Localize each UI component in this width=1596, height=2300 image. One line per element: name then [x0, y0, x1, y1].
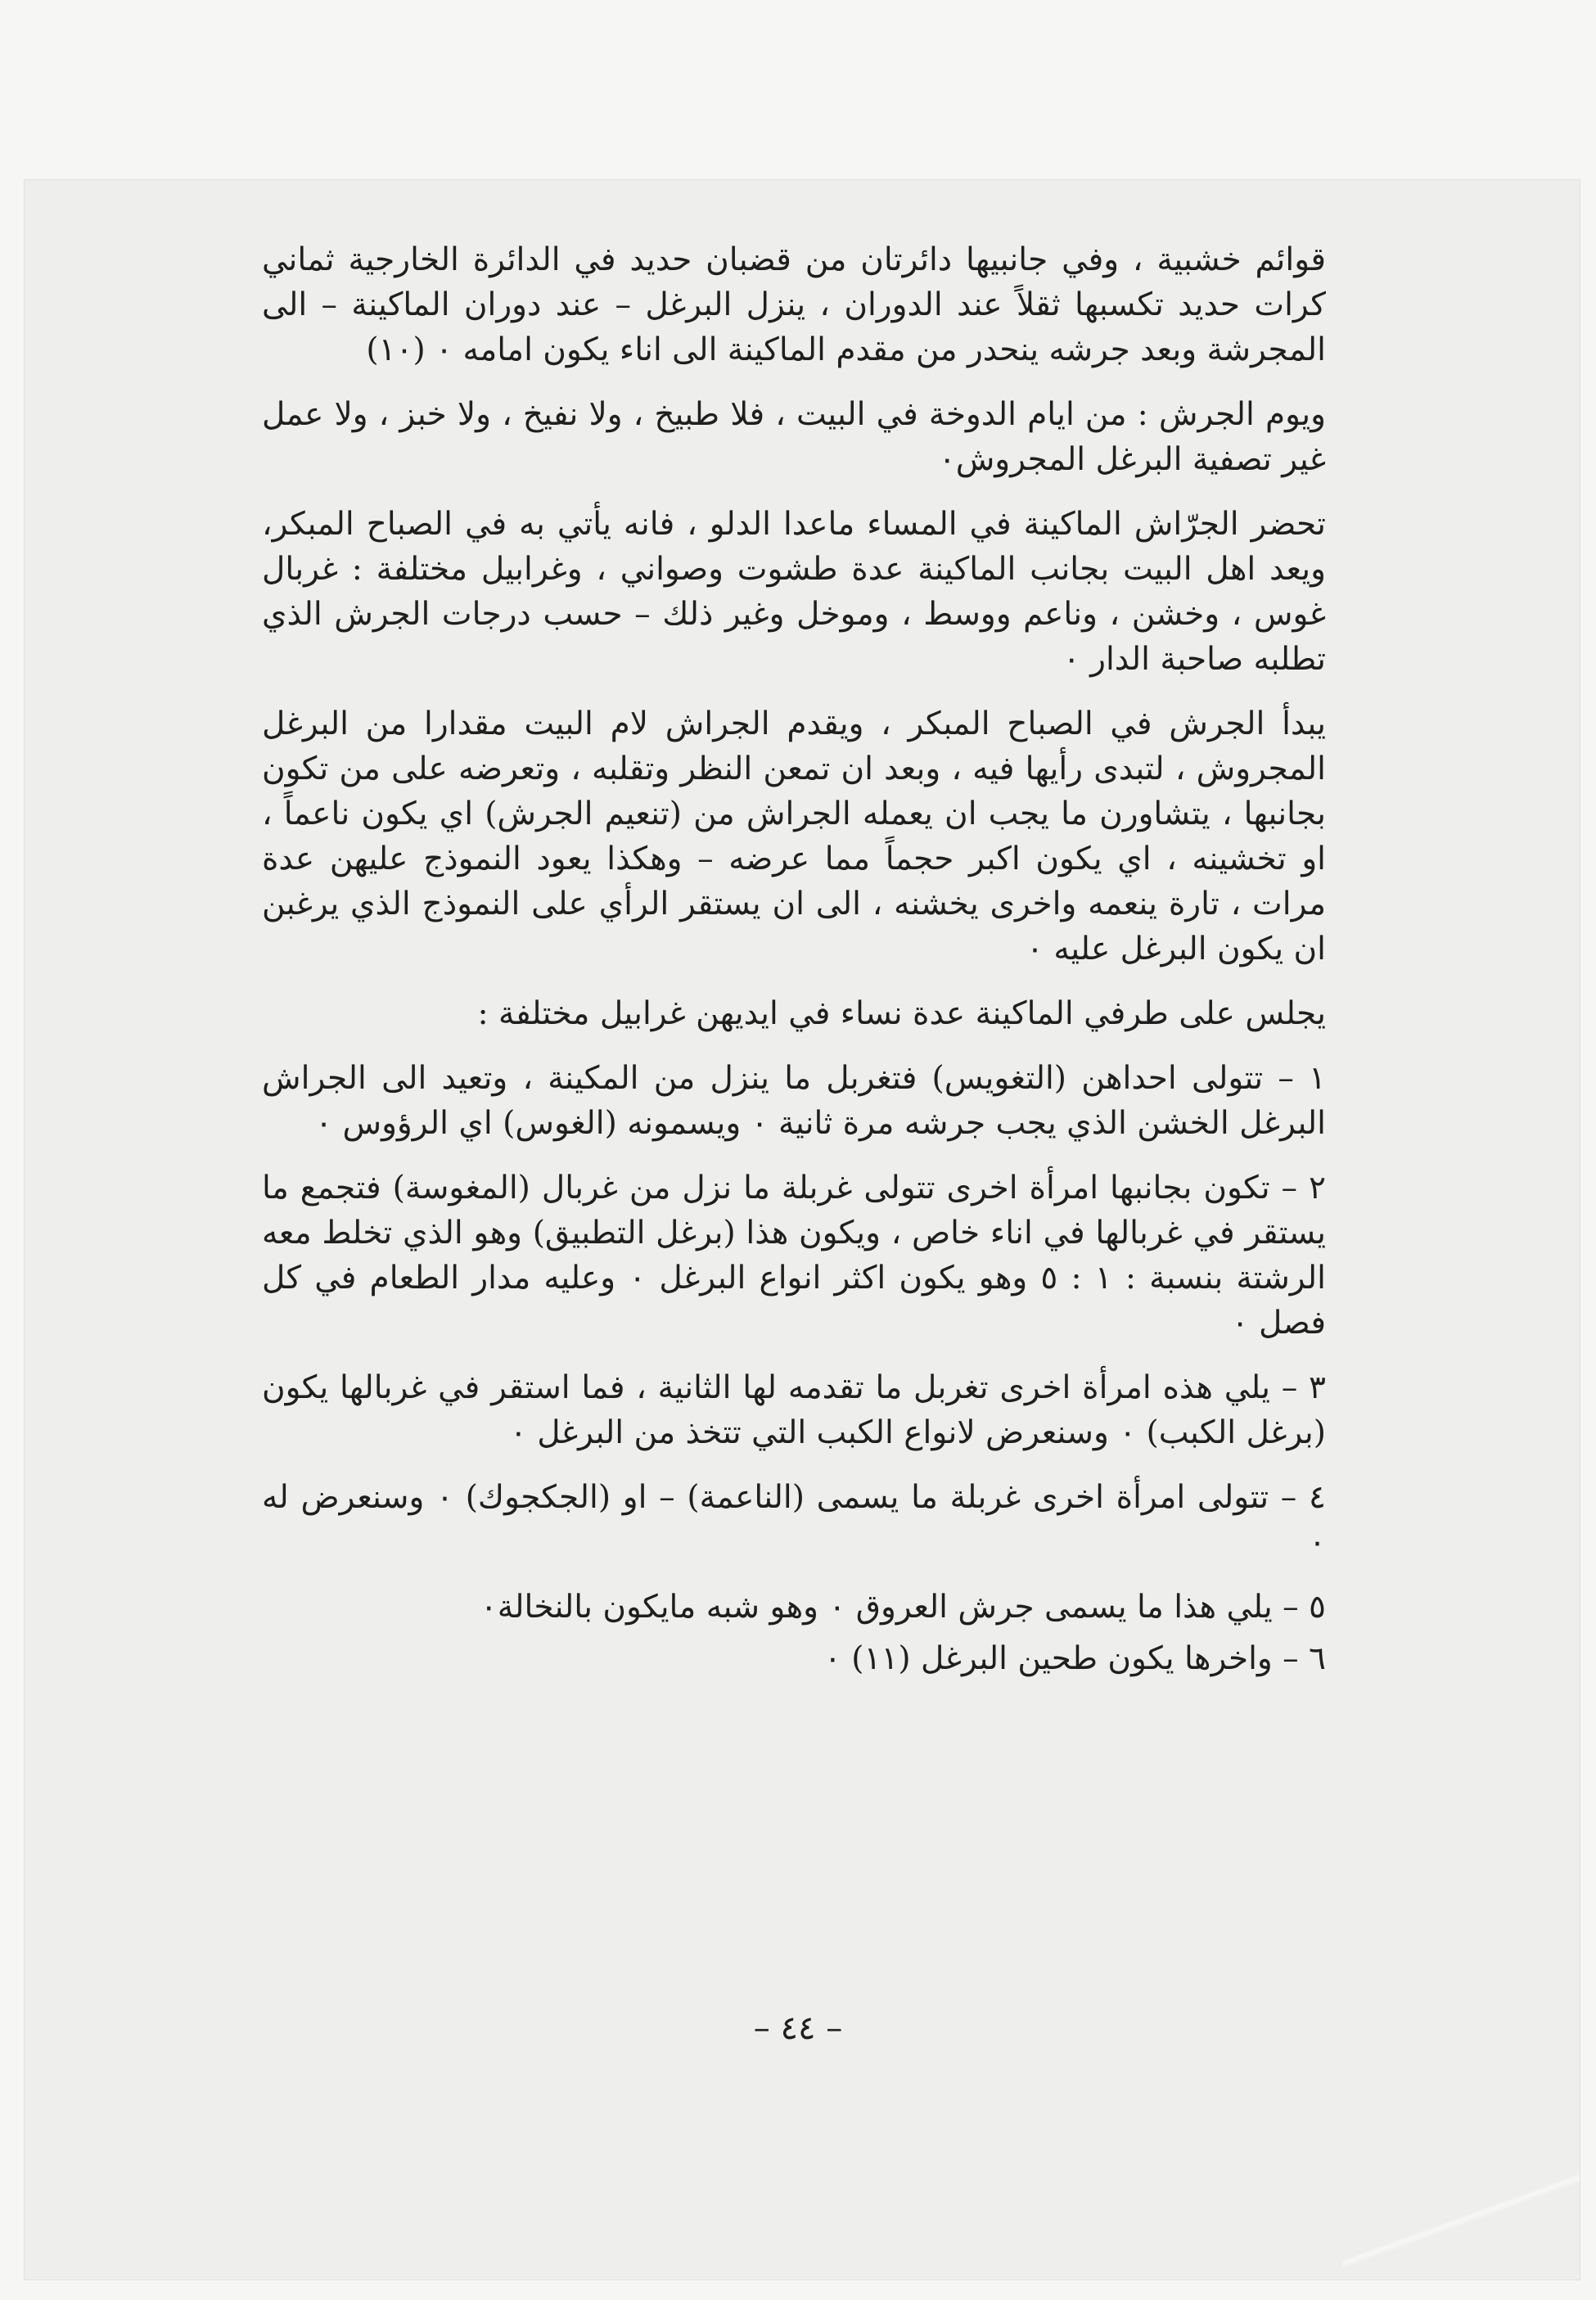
paragraph-grinding-start: يبدأ الجرش في الصباح المبكر ، ويقدم الجراش لام البيت مقدارا من البرغل المجروش ، لتبدى رأيها فيه ، وبعد ان تمعن النظر وتقلبه ، وتعرضه على من تكون بجانبها ، يتشاورن ما يجب ان يعمله الجراش من (تنعيم الجرش) اي يكون ناعماً ، او تخشينه ، اي يكون اكبر حجماً مما عرضه – وهكذا يعود النموذج عليهن عدة مرات ، تارة ينعمه واخرى يخشنه ، الى ان يستقر الرأي على النموذج الذي يرغبن ان يكون البرغل عليه ٠ — [262, 706, 1326, 967]
list-item-5: ٥ – يلي هذا ما يسمى جرش العروق ٠ وهو شبه مايكون بالنخالة٠ — [480, 1589, 1326, 1626]
list-item-4: ٤ – تتولى امرأة اخرى غربلة ما يسمى (الناعمة) – او (الجكجوك) ٠ وسنعرض له ٠ — [262, 1479, 1326, 1561]
paragraph-preparation: تحضر الجرّاش الماكينة في المساء ماعدا الدلو ، فانه يأتي به في الصباح المبكر، ويعد اهل البيت بجانب الماكينة عدة طشوت وصواني ، وغرابيل مختلفة : غربال غوس ، وخشن ، وناعم ووسط ، وموخل وغير ذلك – حسب درجات الجرش الذي تطلبه صاحبة الدار ٠ — [262, 506, 1326, 678]
list-item-2: ٢ – تكون بجانبها امرأة اخرى تتولى غربلة ما نزل من غربال (المغوسة) فتجمع ما يستقر في غربالها في اناء خاص ، ويكون هذا (برغل التطبيق) وهو الذي تخلط معه الرشتة بنسبة : ١ : ٥ وهو يكون اكثر انواع البرغل ٠ وعليه مدار الطعام في كل فصل ٠ — [262, 1170, 1327, 1342]
list-item-6: ٦ – واخرها يكون طحين البرغل (١١) ٠ — [823, 1640, 1326, 1677]
list-item-3: ٣ – يلي هذه امرأة اخرى تغربل ما تقدمه لها الثانية ، فما استقر في غربالها يكون (برغل الكبب) ٠ وسنعرض لانواع الكبب التي تتخذ من البرغل ٠ — [262, 1369, 1326, 1451]
paragraph-machine-description: قوائم خشبية ، وفي جانبيها دائرتان من قضبان حديد في الدائرة الخارجية ثماني كرات حديد تكسبها ثقلاً عند الدوران ، ينزل البرغل – عند دوران الماكينة – الى المجرشة وبعد جرشه ينحدر من مقدم الماكينة الى اناء يكون امامه ٠ (١٠) — [262, 241, 1326, 368]
paragraph-grinding-day: ويوم الجرش : من ايام الدوخة في البيت ، فلا طبيخ ، ولا نفيخ ، ولا خبز ، ولا عمل غير تصفية البرغل المجروش٠ — [262, 396, 1326, 478]
body-text — [262, 237, 1326, 1688]
page-number: – ٤٤ – — [753, 2009, 843, 2047]
list-item-1: ١ – تتولى احداهن (التغويس) فتغربل ما ينزل من المكينة ، وتعيد الى الجراش البرغل الخشن الذي يجب جرشه مرة ثانية ٠ ويسمونه (الغوس) اي الرؤوس ٠ — [262, 1060, 1326, 1142]
paragraph-sieving-intro: يجلس على طرفي الماكينة عدة نساء في ايديهن غرابيل مختلفة : — [477, 995, 1326, 1032]
